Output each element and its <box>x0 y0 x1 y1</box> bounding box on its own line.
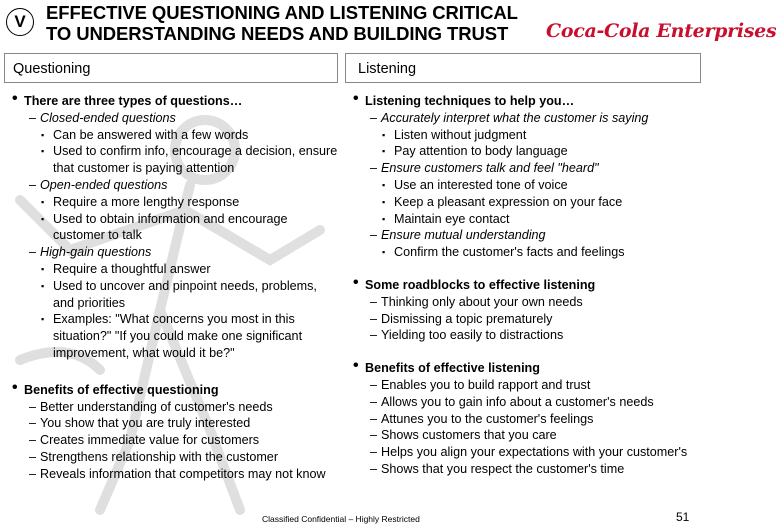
list-item: ▪ Confirm the customer's facts and feelings <box>345 244 701 261</box>
list-item: – Better understanding of customer's needs <box>4 399 338 416</box>
title-line-1: EFFECTIVE QUESTIONING AND LISTENING CRITICAL <box>46 2 518 23</box>
questioning-content <box>4 93 338 483</box>
questioning-column <box>4 53 338 483</box>
high-gain-label: – High-gain questions <box>4 244 338 261</box>
list-item: – Strengthens relationship with the customer <box>4 449 338 466</box>
questioning-header: Questioning <box>4 53 338 83</box>
list-item: ▪ Used to uncover and pinpoint needs, problems, and priorities <box>4 278 338 312</box>
listening-content <box>345 93 701 478</box>
list-item: – Yielding too easily to distractions <box>345 327 701 344</box>
list-item: ▪ Use an interested tone of voice <box>345 177 701 194</box>
listening-techniques-lead: • Listening techniques to help you… <box>345 93 701 110</box>
listening-benefits-lead: • Benefits of effective listening <box>345 360 701 377</box>
list-item: ▪ Keep a pleasant expression on your face <box>345 194 701 211</box>
list-item: – Attunes you to the customer's feelings <box>345 411 701 428</box>
coca-cola-enterprises-logo: Coca-Cola Enterprises <box>546 20 776 42</box>
interpret-label: – Accurately interpret what the customer is saying <box>345 110 701 127</box>
mutual-understanding-label: – Ensure mutual understanding <box>345 227 701 244</box>
questioning-benefits-lead: • Benefits of effective questioning <box>4 382 338 399</box>
page-number: 51 <box>676 510 690 524</box>
listening-column <box>345 53 701 478</box>
list-item: – Dismissing a topic prematurely <box>345 311 701 328</box>
list-item: ▪ Require a more lengthy response <box>4 194 338 211</box>
list-item: ▪ Listen without judgment <box>345 127 701 144</box>
list-item: ▪ Used to confirm info, encourage a decision, ensure that customer is paying attention <box>4 143 338 177</box>
list-item: ▪ Maintain eye contact <box>345 211 701 228</box>
open-ended-label: – Open-ended questions <box>4 177 338 194</box>
classification-footer: Classified Confidential – Highly Restricted <box>262 514 420 524</box>
page-title <box>46 2 546 44</box>
list-item: ▪ Can be answered with a few words <box>4 127 338 144</box>
list-item: ▪ Require a thoughtful answer <box>4 261 338 278</box>
list-item: ▪ Pay attention to body language <box>345 143 701 160</box>
list-item: ▪ Examples: "What concerns you most in this situation?" "If you could make one significant improvement, what would it be?" <box>4 311 338 361</box>
list-item: – Reveals information that competitors may not know <box>4 466 338 483</box>
list-item: – Shows customers that you care <box>345 427 701 444</box>
heard-label: – Ensure customers talk and feel "heard" <box>345 160 701 177</box>
roadblocks-lead: • Some roadblocks to effective listening <box>345 277 701 294</box>
list-item: – Enables you to build rapport and trust <box>345 377 701 394</box>
title-line-2: TO UNDERSTANDING NEEDS AND BUILDING TRUST <box>46 23 509 44</box>
list-item: – Allows you to gain info about a customer's needs <box>345 394 701 411</box>
list-item: – Helps you align your expectations with your customer's <box>345 444 701 461</box>
question-types-lead: • There are three types of questions… <box>4 93 338 110</box>
list-item: – Thinking only about your own needs <box>345 294 701 311</box>
section-marker: V <box>6 8 34 36</box>
closed-ended-label: – Closed-ended questions <box>4 110 338 127</box>
list-item: – You show that you are truly interested <box>4 415 338 432</box>
list-item: – Creates immediate value for customers <box>4 432 338 449</box>
list-item: ▪ Used to obtain information and encourage customer to talk <box>4 211 338 245</box>
listening-header: Listening <box>345 53 701 83</box>
list-item: – Shows that you respect the customer's time <box>345 461 701 478</box>
